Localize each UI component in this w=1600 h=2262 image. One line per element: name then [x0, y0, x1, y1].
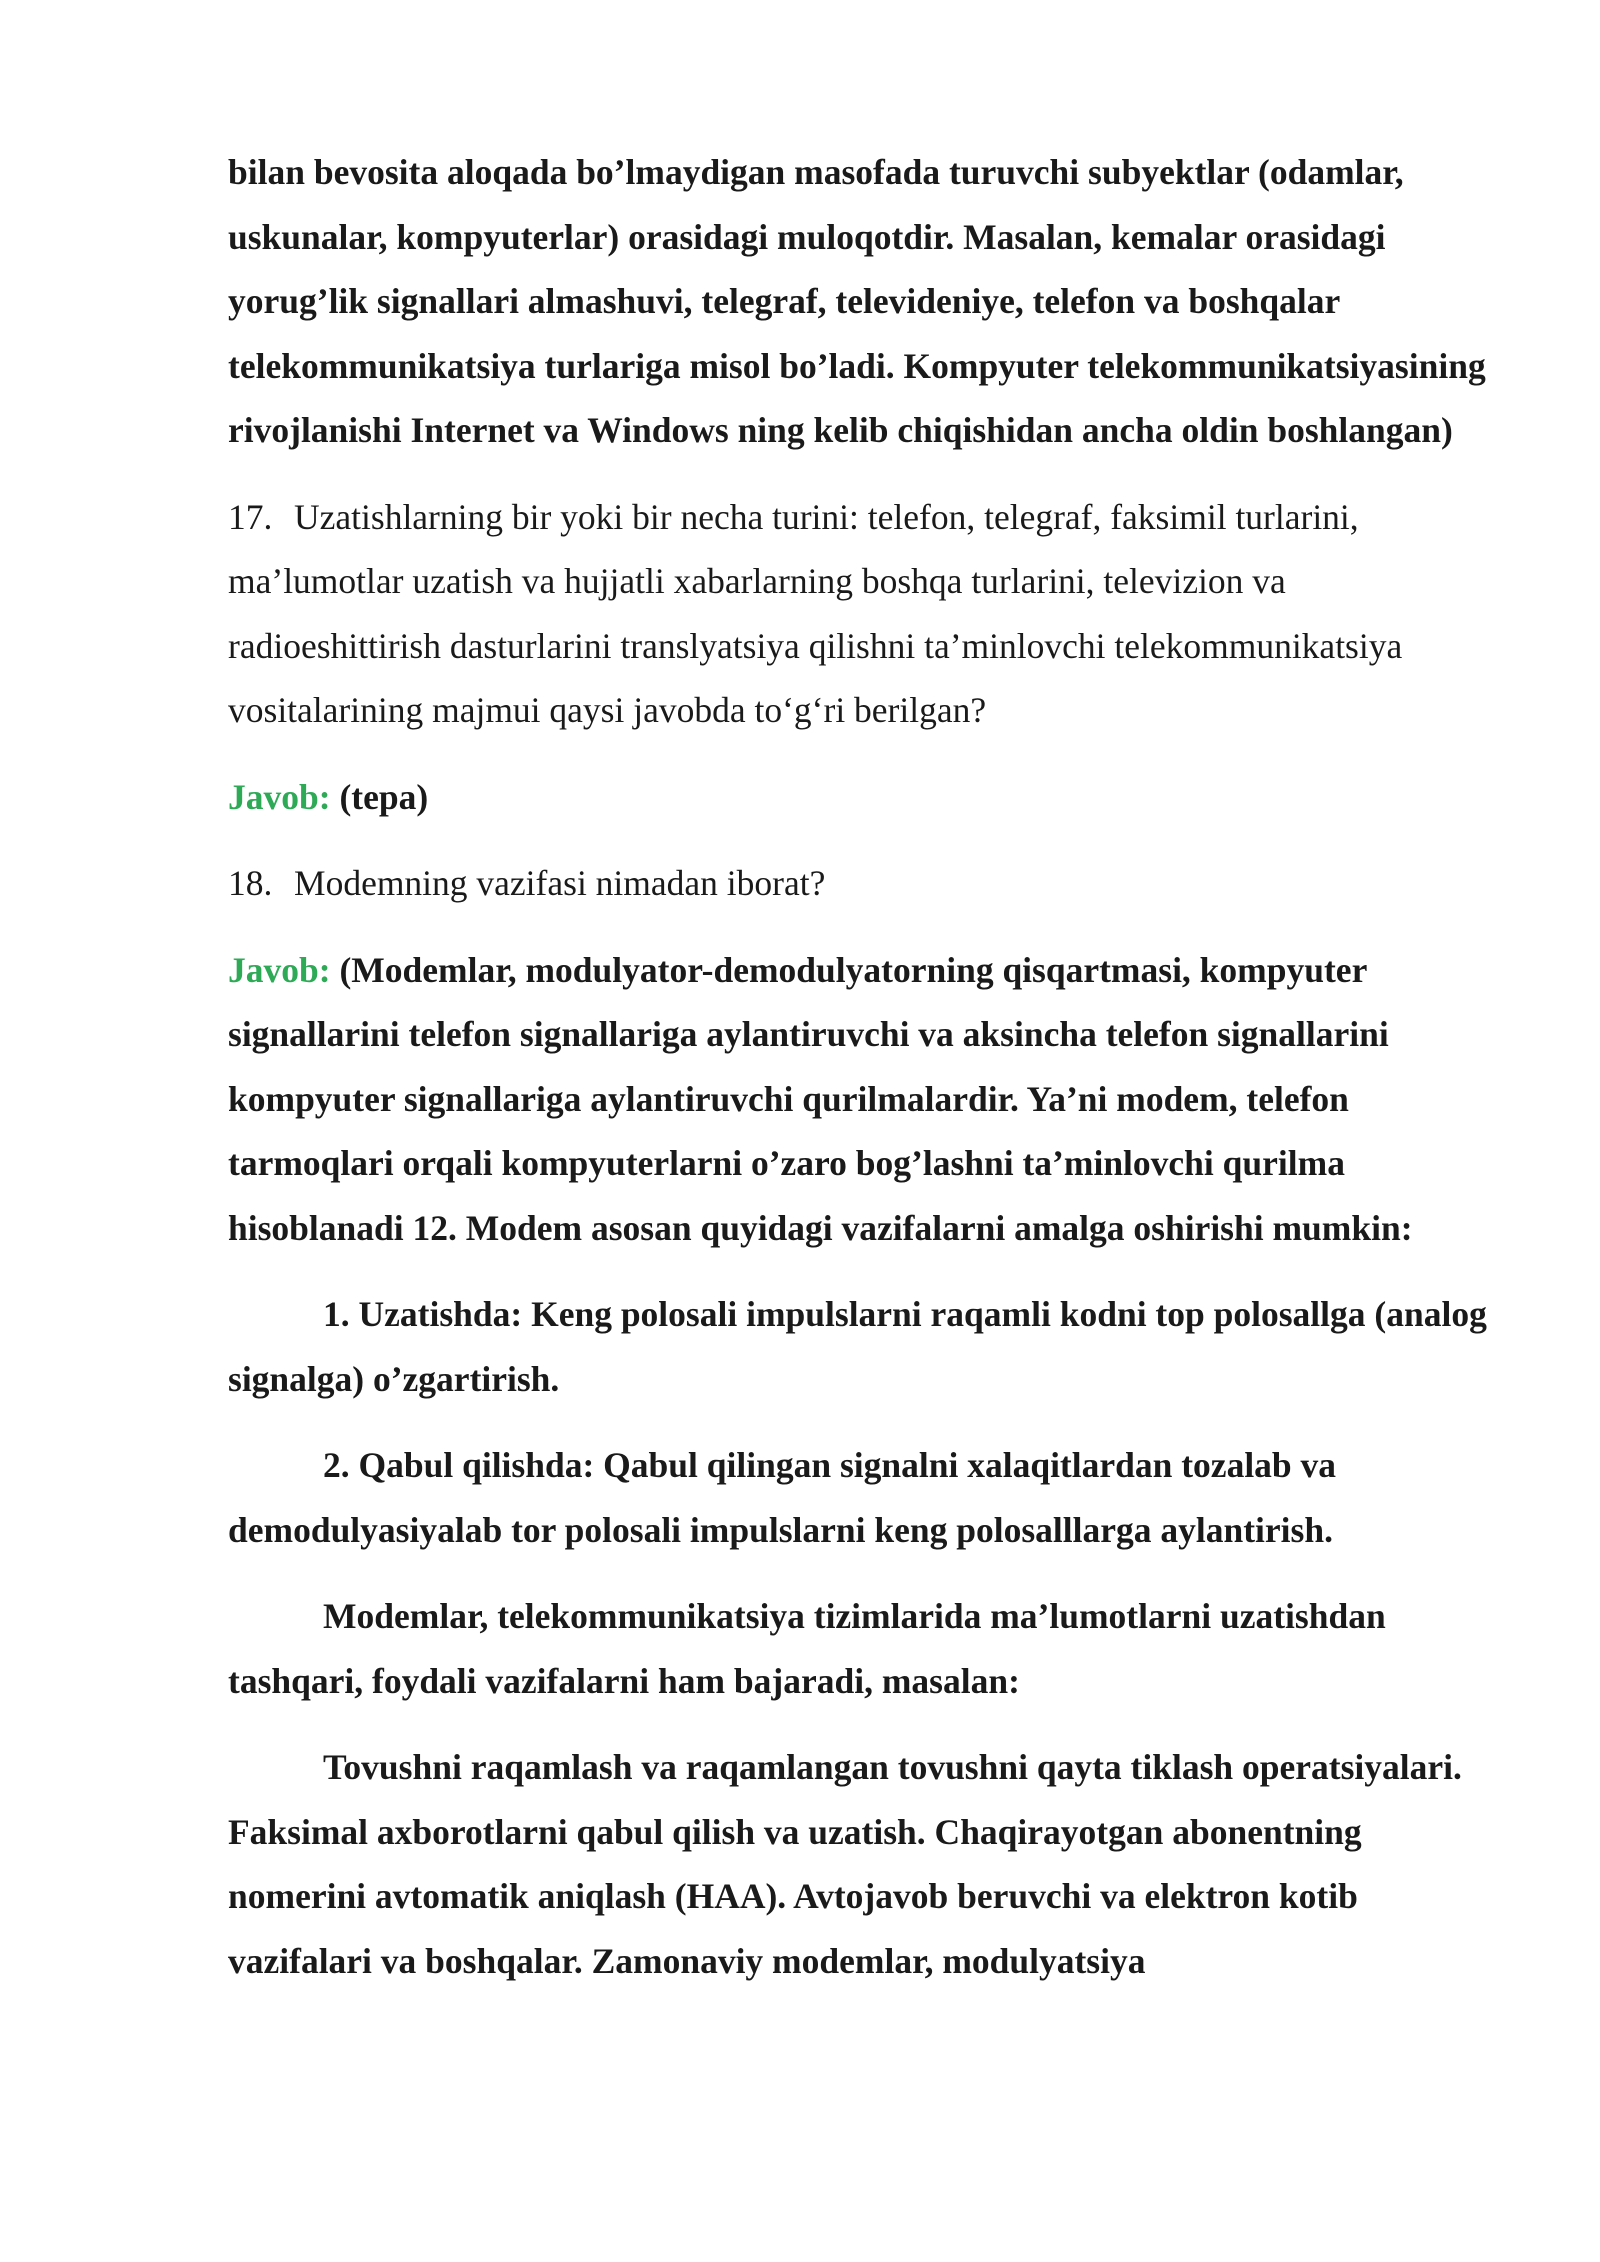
question-text: Modemning vazifasi nimadan iborat? — [294, 863, 826, 903]
paragraph-modem-functions: Modemlar, telekommunikatsiya tizimlarida ma’lumotlarni uzatishdan tashqari, foydali vazifalarni ham bajaradi, masalan: — [228, 1596, 1386, 1701]
list-item-transmission: 1. Uzatishda: Keng polosali impulslarni raqamli kodni top polosallga (analog signalga) o’zgartirish. — [228, 1294, 1487, 1399]
list-item-reception: 2. Qabul qilishda: Qabul qilingan signalni xalaqitlardan tozalab va demodulyasiyalab tor polosali impulslarni keng polosalllarga aylantirish. — [228, 1445, 1337, 1550]
question-text: Uzatishlarning bir yoki bir necha turini: telefon, telegraf, faksimil turlarini, ma’lumotlar uzatish va hujjatli xabarlarning boshqa turlarini, televizion va radioeshittirish dasturlarini translyatsiya qilishni ta’minlovchi telekommunikatsiya vositalarining majmui qaysi javobda to‘g‘ri berilgan? — [228, 496, 1403, 730]
question-17 — [228, 485, 1500, 743]
question-number: 17. — [228, 496, 273, 537]
answer-label: Javob: — [228, 949, 331, 990]
question-number: 18. — [228, 863, 273, 903]
answer-text: (tepa) — [339, 776, 429, 817]
paragraph-modem-features: Tovushni raqamlash va raqamlangan tovushni qayta tiklash operatsiyalari. Faksimal axborotlarni qabul qilish va uzatish. Chaqirayotgan abonentning nomerini avtomatik aniqlash (HAA). Avtojavob beruvchi va elektron kotib vazifalari va boshqalar. Zamonaviy modemlar, modulyatsiya — [228, 1747, 1462, 1981]
answer-text: (Modemlar, modulyator-demodulyatorning qisqartmasi, kompyuter signallarini telefon signallariga aylantiruvchi va aksincha telefon signallarini kompyuter signallariga aylantiruvchi qurilmalardir. Ya’ni modem, telefon tarmoqlari orqali kompyuterlarni o’zaro bog’lashni ta’minlovchi qurilma hisoblanadi 12. Modem asosan quyidagi vazifalarni amalga oshirishi mumkin: — [228, 949, 1413, 1248]
document-body — [228, 140, 1500, 1993]
question-18 — [228, 851, 1500, 916]
answer-label: Javob: — [228, 776, 331, 817]
answer-17 — [228, 765, 1500, 830]
paragraph-telecom-definition: bilan bevosita aloqada bo’lmaydigan masofada turuvchi subyektlar (odamlar, uskunalar, kompyuterlar) orasidagi muloqotdir. Masalan, kemalar orasidagi yorug’lik signallari almashuvi, telegraf, televideniye, telefon va boshqalar telekommunikatsiya turlariga misol bo’ladi. Kompyuter telekommunikatsiyasining rivojlanishi Internet va Windows ning kelib chiqishidan ancha oldin boshlangan) — [228, 152, 1486, 450]
answer-18 — [228, 938, 1500, 1261]
